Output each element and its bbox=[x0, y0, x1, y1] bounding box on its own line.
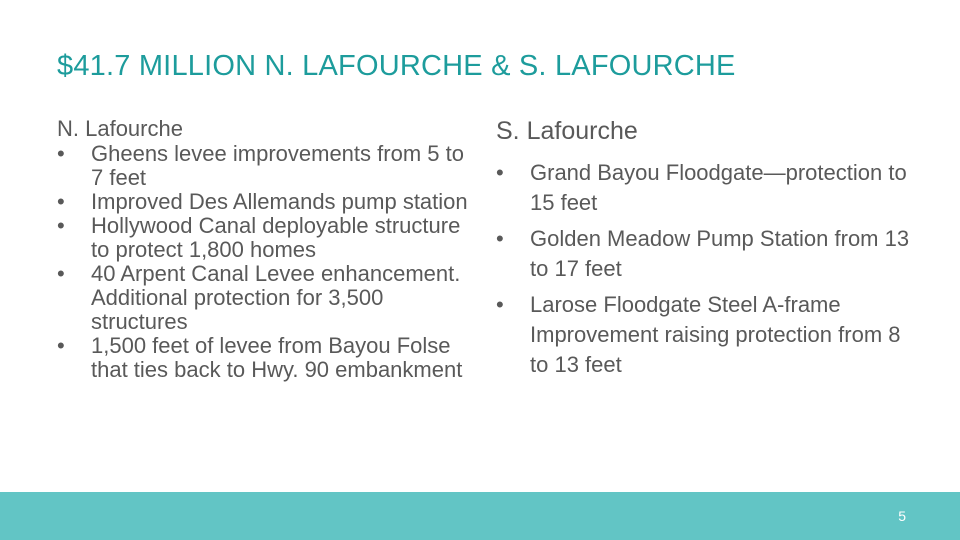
list-item-text: 40 Arpent Canal Levee enhancement. Additional protection for 3,500 structures bbox=[91, 261, 461, 334]
list-item-text: Hollywood Canal deployable structure to protect 1,800 homes bbox=[91, 213, 461, 262]
bullet-icon: • bbox=[57, 213, 65, 238]
footer-band bbox=[0, 492, 960, 540]
list-item bbox=[496, 158, 916, 218]
south-lafourche-heading: S. Lafourche bbox=[496, 117, 638, 145]
list-item bbox=[496, 290, 916, 380]
list-item bbox=[57, 334, 477, 382]
bullet-icon: • bbox=[57, 189, 65, 214]
bullet-icon: • bbox=[496, 160, 504, 185]
north-lafourche-heading: N. Lafourche bbox=[57, 116, 183, 141]
bullet-icon: • bbox=[57, 333, 65, 358]
bullet-icon: • bbox=[496, 292, 504, 317]
bullet-icon: • bbox=[496, 226, 504, 251]
bullet-icon: • bbox=[57, 141, 65, 166]
list-item bbox=[57, 142, 477, 190]
list-item bbox=[496, 224, 916, 284]
page-number: 5 bbox=[898, 508, 906, 524]
south-lafourche-list bbox=[496, 158, 916, 380]
list-item bbox=[57, 190, 477, 214]
list-item-text: 1,500 feet of levee from Bayou Folse that ties back to Hwy. 90 embankment bbox=[91, 333, 463, 382]
south-lafourche-column bbox=[496, 116, 916, 380]
list-item-text: Grand Bayou Floodgate—protection to 15 feet bbox=[530, 160, 907, 215]
list-item-text: Larose Floodgate Steel A-frame Improvement raising protection from 8 to 13 feet bbox=[530, 292, 901, 377]
north-lafourche-list bbox=[57, 142, 477, 382]
list-item-text: Improved Des Allemands pump station bbox=[91, 189, 468, 214]
list-item-text: Golden Meadow Pump Station from 13 to 17 feet bbox=[530, 226, 910, 281]
list-item bbox=[57, 214, 477, 262]
slide-title: $41.7 MILLION N. LAFOURCHE & S. LAFOURCHE bbox=[57, 50, 736, 82]
list-item bbox=[57, 262, 477, 334]
bullet-icon: • bbox=[57, 261, 65, 286]
north-lafourche-column bbox=[57, 116, 477, 382]
list-item-text: Gheens levee improvements from 5 to 7 feet bbox=[91, 141, 464, 190]
